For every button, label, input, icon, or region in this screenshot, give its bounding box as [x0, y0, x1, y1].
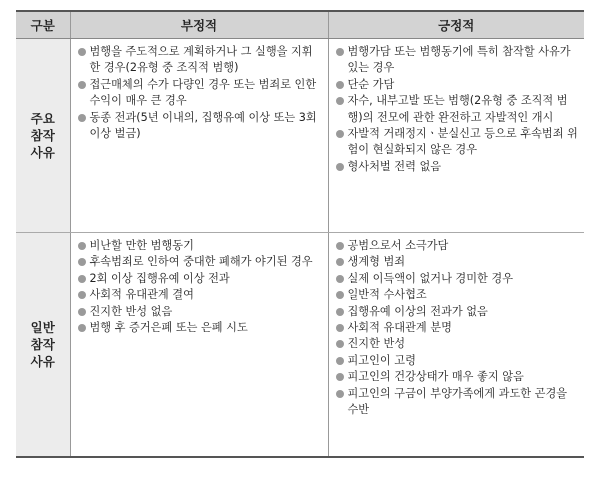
- header-positive: 긍정적: [328, 11, 584, 39]
- negative-factor-list: [77, 44, 322, 142]
- bullet-icon: [78, 308, 86, 316]
- category-label: 참작: [30, 337, 55, 352]
- negative-factors-cell: [70, 39, 328, 233]
- list-item: 진지한 반성: [335, 336, 579, 352]
- bullet-icon: [336, 242, 344, 250]
- list-item: 자수, 내부고발 또는 범행(2유형 중 조직적 범행)의 전모에 관한 완전하고 자발적인 개시: [335, 93, 579, 126]
- bullet-icon: [336, 163, 344, 171]
- bullet-icon: [336, 373, 344, 381]
- bullet-icon: [336, 324, 344, 332]
- bullet-icon: [78, 114, 86, 122]
- sentencing-factors-table: [16, 10, 584, 458]
- list-item: 사회적 유대관계 결여: [77, 287, 322, 303]
- list-item: 실제 이득액이 없거나 경미한 경우: [335, 271, 579, 287]
- bullet-icon: [336, 357, 344, 365]
- list-item: 생계형 범죄: [335, 254, 579, 270]
- list-item: 피고인의 구금이 부양가족에게 과도한 곤경을 수반: [335, 386, 579, 419]
- list-item: 동종 전과(5년 이내의, 집행유예 이상 또는 3회 이상 벌금): [77, 110, 322, 143]
- bullet-icon: [336, 291, 344, 299]
- bullet-icon: [78, 324, 86, 332]
- list-item: 공범으로서 소극가담: [335, 238, 579, 254]
- list-item: 집행유예 이상의 전과가 없음: [335, 304, 579, 320]
- positive-factor-list: [335, 238, 579, 418]
- bullet-icon: [78, 81, 86, 89]
- list-item: 범행가담 또는 범행동기에 특히 참작할 사유가 있는 경우: [335, 44, 579, 77]
- bullet-icon: [336, 390, 344, 398]
- bullet-icon: [78, 291, 86, 299]
- list-item: 단순 가담: [335, 77, 579, 93]
- bullet-icon: [336, 97, 344, 105]
- category-cell: [16, 39, 70, 233]
- list-item: 2회 이상 집행유예 이상 전과: [77, 271, 322, 287]
- category-label: 사유: [30, 354, 55, 369]
- list-item: 비난할 만한 범행동기: [77, 238, 322, 254]
- list-item: 범행을 주도적으로 계획하거나 그 실행을 지휘한 경우(2유형 중 조직적 범행): [77, 44, 322, 77]
- positive-factors-cell: [328, 233, 584, 458]
- table-row-general-factors: [16, 233, 584, 458]
- bullet-icon: [336, 340, 344, 348]
- bullet-icon: [78, 242, 86, 250]
- bullet-icon: [78, 258, 86, 266]
- sentencing-factors-table-container: [16, 10, 584, 458]
- bullet-icon: [78, 275, 86, 283]
- negative-factors-cell: [70, 233, 328, 458]
- bullet-icon: [336, 48, 344, 56]
- list-item: 후속범죄로 인하여 중대한 폐해가 야기된 경우: [77, 254, 322, 270]
- positive-factor-list: [335, 44, 579, 175]
- category-label: 참작: [30, 128, 55, 143]
- bullet-icon: [336, 130, 344, 138]
- list-item: 피고인이 고령: [335, 353, 579, 369]
- list-item: 접근매체의 수가 다량인 경우 또는 범죄로 인한 수익이 매우 큰 경우: [77, 77, 322, 110]
- header-category: 구분: [16, 11, 70, 39]
- header-negative: 부정적: [70, 11, 328, 39]
- list-item: 진지한 반성 없음: [77, 304, 322, 320]
- category-label: 일반: [30, 320, 55, 335]
- category-label: 사유: [30, 145, 55, 160]
- bullet-icon: [336, 308, 344, 316]
- list-item: 형사처벌 전력 없음: [335, 159, 579, 175]
- bullet-icon: [336, 81, 344, 89]
- category-label: 주요: [30, 111, 55, 126]
- category-cell: [16, 233, 70, 458]
- positive-factors-cell: [328, 39, 584, 233]
- negative-factor-list: [77, 238, 322, 336]
- list-item: 일반적 수사협조: [335, 287, 579, 303]
- bullet-icon: [78, 48, 86, 56]
- list-item: 사회적 유대관계 분명: [335, 320, 579, 336]
- list-item: 피고인의 건강상태가 매우 좋지 않음: [335, 369, 579, 385]
- list-item: 자발적 거래정지ㆍ분실신고 등으로 후속범죄 위험이 현실화되지 않은 경우: [335, 126, 579, 159]
- header-row: [16, 11, 584, 39]
- bullet-icon: [336, 258, 344, 266]
- bullet-icon: [336, 275, 344, 283]
- table-row-major-factors: [16, 39, 584, 233]
- list-item: 범행 후 증거은폐 또는 은폐 시도: [77, 320, 322, 336]
